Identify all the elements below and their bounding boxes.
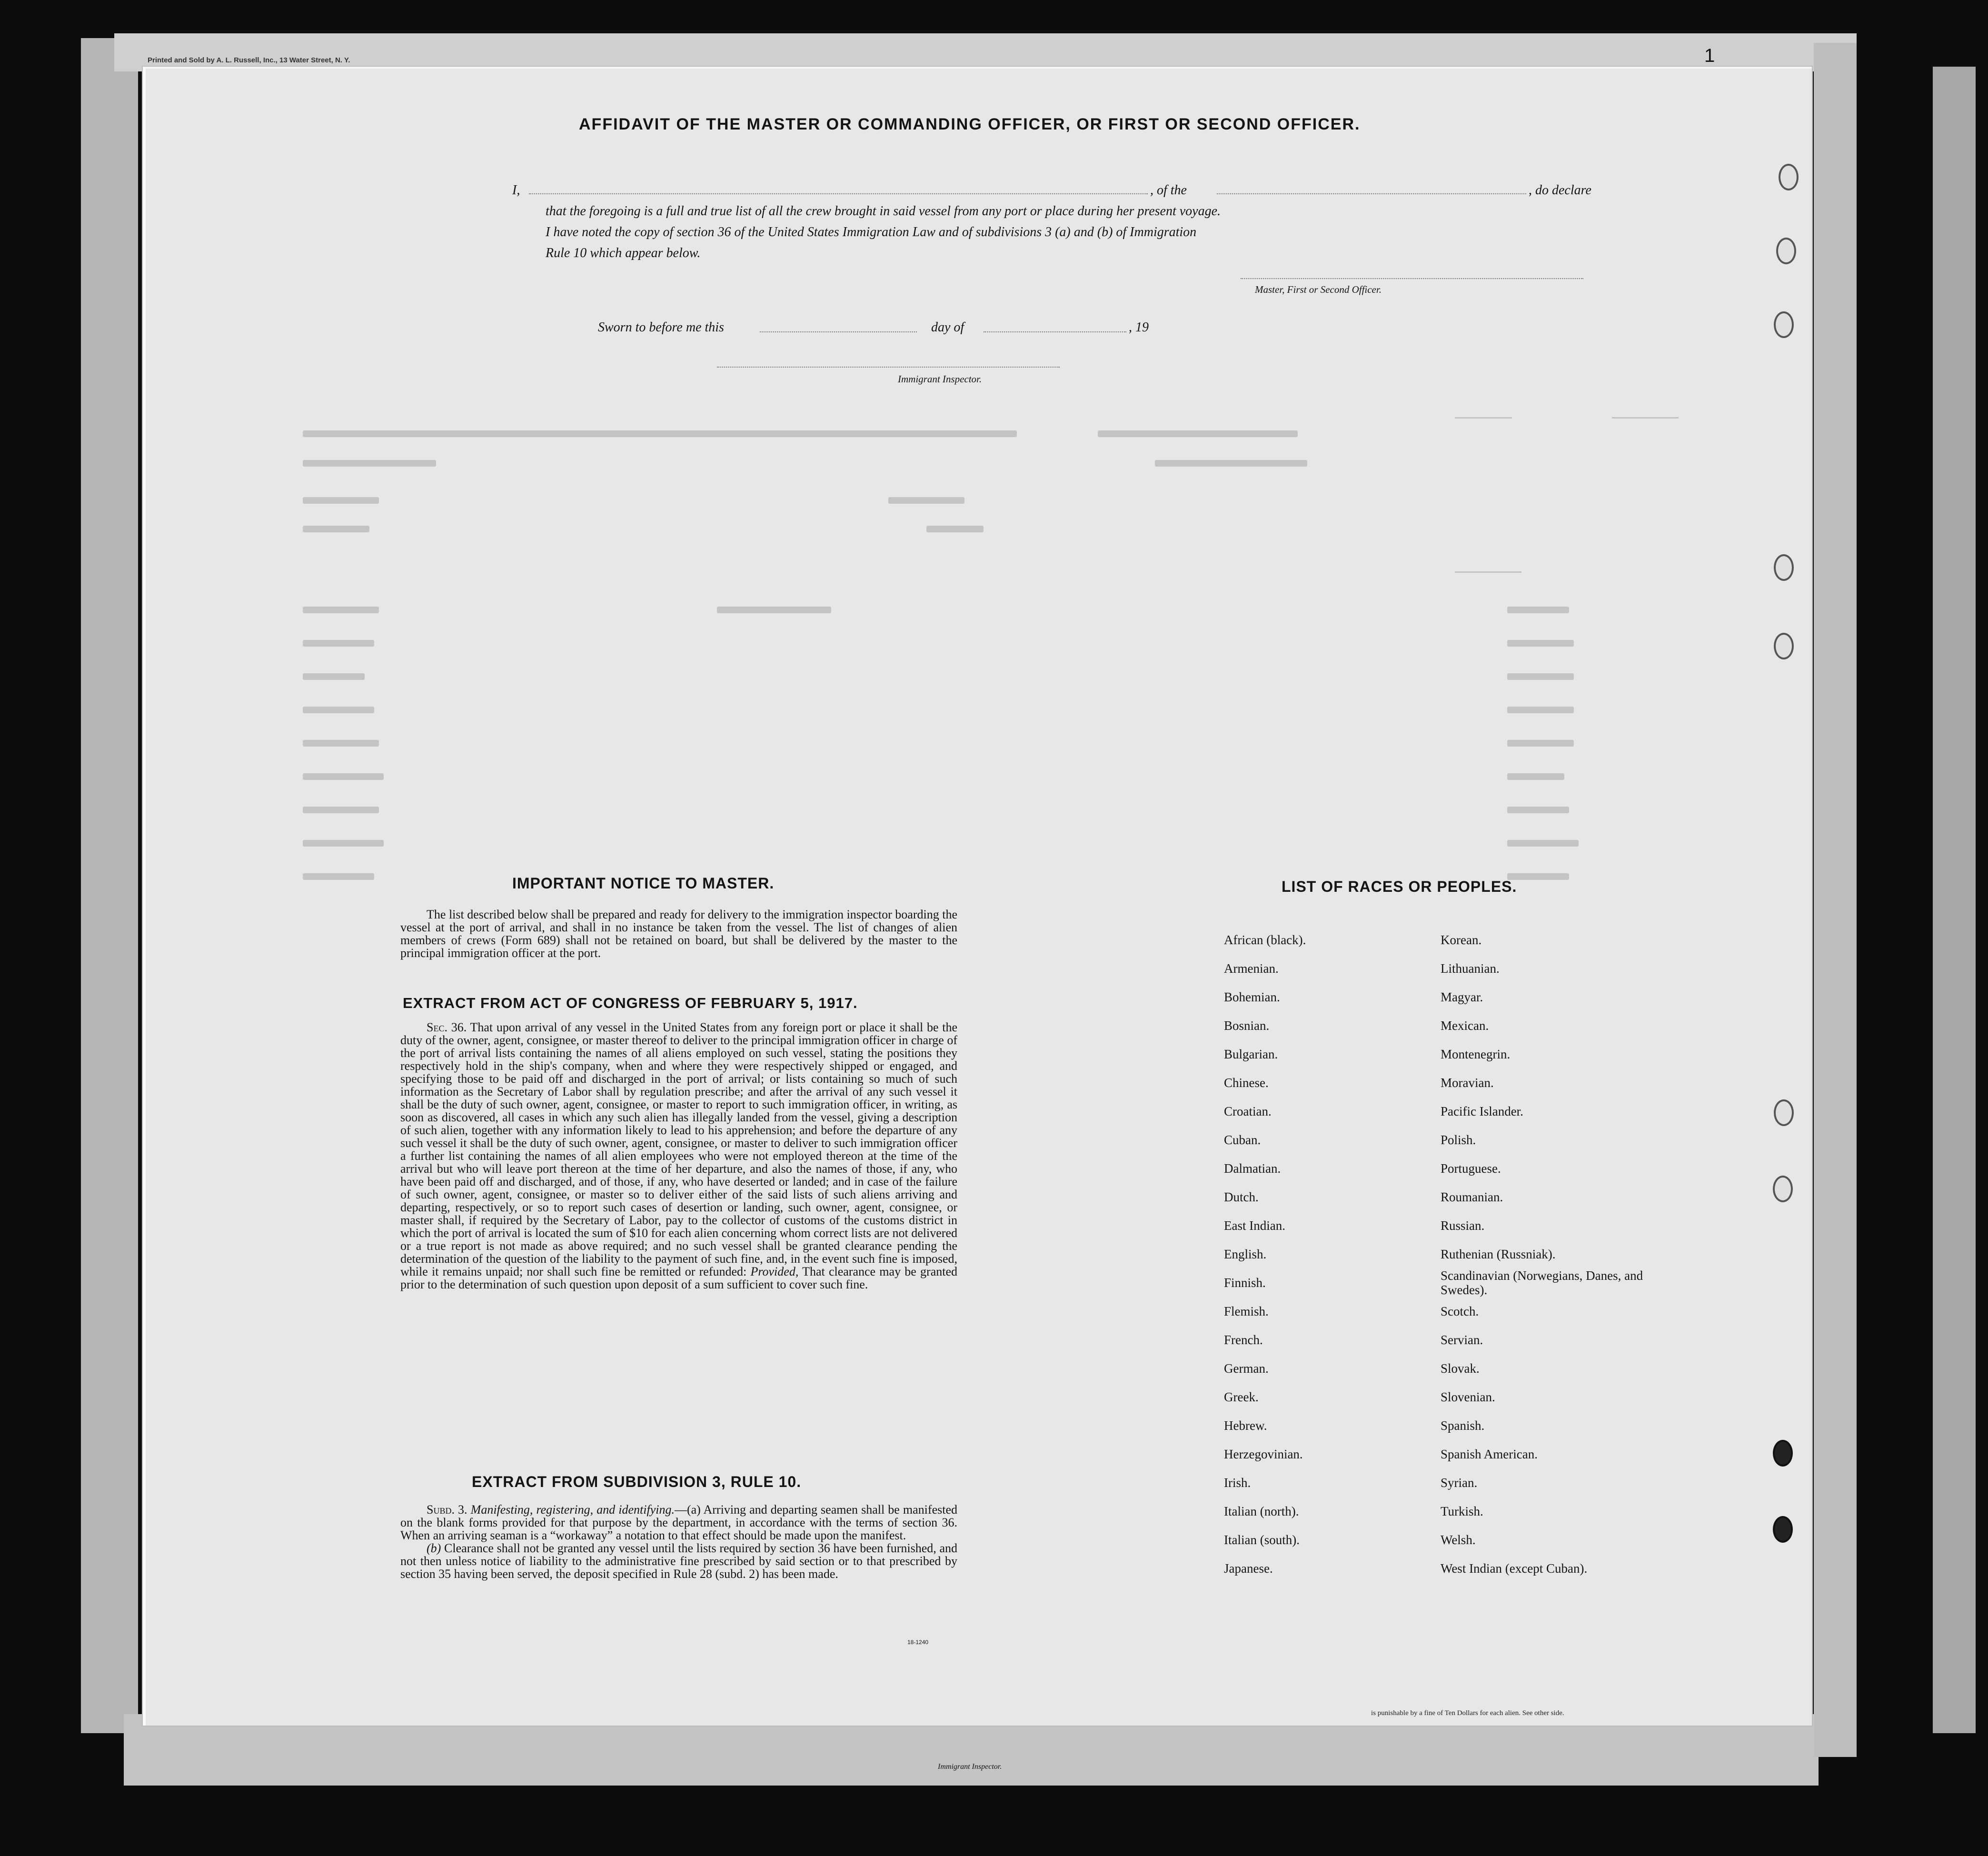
bleed-through-text (303, 526, 369, 532)
race-item: Herzegovinian. (1224, 1447, 1303, 1461)
affidavit-title: AFFIDAVIT OF THE MASTER OR COMMANDING OFFICER, OR FIRST OR SECOND OFFICER. (579, 115, 1361, 133)
act-extract-title: EXTRACT FROM ACT OF CONGRESS OF FEBRUARY 5, 1917. (403, 995, 858, 1011)
bleed-through-text (717, 607, 831, 613)
race-item: Chinese. (1224, 1076, 1269, 1090)
master-signature-caption: Master, First or Second Officer. (1255, 284, 1382, 295)
bleed-through-text (303, 873, 374, 880)
printer-imprint: Printed and Sold by A. L. Russell, Inc., 13 Water Street, N. Y. (148, 56, 350, 64)
bleed-through-rule (1455, 571, 1521, 573)
day-of-label: day of (931, 320, 964, 335)
race-item: Italian (south). (1224, 1533, 1300, 1547)
affidavit-line-4: Rule 10 which appear below. (546, 246, 701, 260)
affidavit-i-label: I, (512, 183, 520, 198)
races-title: LIST OF RACES OR PEOPLES. (1282, 878, 1517, 895)
sworn-day-blank[interactable] (760, 331, 917, 332)
race-item: Croatian. (1224, 1104, 1272, 1118)
affidavit-of-the: , of the (1150, 183, 1187, 198)
bleed-through-text (926, 526, 984, 532)
binder-hole (1774, 554, 1794, 581)
bleed-through-text (303, 707, 374, 713)
subd-para-b: Clearance shall not be granted any vessel until the lists required by section 36 have been furnished, and not then unless notice of liability to the administrative fine prescribed by said section or to that prescribed by section 35 having been served, the deposit specified in Rule 28 (subd. 2) has been made. (400, 1541, 958, 1581)
bleed-through-text (1507, 673, 1574, 680)
race-item: Pacific Islander. (1441, 1104, 1523, 1118)
bleed-through-text (303, 640, 374, 647)
binder-hole (1779, 164, 1799, 190)
bleed-through-text (1507, 840, 1579, 847)
race-item: Servian. (1441, 1333, 1483, 1347)
footer-fine-notice: is punishable by a fine of Ten Dollars for each alien. See other side. (1371, 1709, 1564, 1717)
bleed-through-text (303, 460, 436, 467)
race-item: Finnish. (1224, 1276, 1266, 1290)
race-item: Japanese. (1224, 1561, 1273, 1576)
race-item: Ruthenian (Russniak). (1441, 1247, 1556, 1261)
race-item: Dutch. (1224, 1190, 1259, 1204)
race-item: Korean. (1441, 933, 1482, 947)
subd-label: Subd. 3. (427, 1503, 467, 1517)
bleed-through-text (303, 740, 379, 747)
inspector-signature-line[interactable] (717, 367, 1060, 368)
race-item: Syrian. (1441, 1476, 1478, 1490)
race-item: Bosnian. (1224, 1018, 1270, 1033)
race-item: Mexican. (1441, 1018, 1489, 1033)
binder-hole (1776, 238, 1796, 264)
bleed-through-text (1098, 430, 1298, 437)
bleed-through-text (303, 430, 1017, 437)
binder-hole (1774, 311, 1794, 338)
race-item: Moravian. (1441, 1076, 1494, 1090)
race-item: African (black). (1224, 933, 1306, 947)
provided-label: Provided, (750, 1265, 799, 1278)
section-36-text: That upon arrival of any vessel in the United States from any foreign port or place it shall be the duty of the owner, agent, consignee, or master thereof to deliver to the principal immigration officer in charge of the port of arrival lists containing the names of all aliens employed on such vessel, stating the positions they respectively hold in the ship's company, when and where they were respectively shipped or engaged, and specifying those to be paid off and discharged in the port of arrival; or lists containing so much of such information as the Secretary of Labor shall by regulation prescribe; and after the arrival of any such vessel it shall be the duty of such owner, agent, consignee, or master to report to such immigration officer, in writing, as soon as discovered, all cases in which any such alien has illegally landed from the vessel, giving a description of such alien, together with any information likely to lead to his apprehension; and before the departure of any such vessel it shall be the duty of such owner, agent, consignee, or master to deliver to such immigration officer a further list containing the names of all alien employees who were not employed thereon at the time of the arrival but who will leave port thereon at the time of her departure, and also the names of those, if any, who have been paid off and discharged, and of those, if any, who have deserted or landed; and in case of the failure of such owner, agent, consignee, or master so to deliver either of the said lists of such aliens arriving and departing, respectively, or so to report such cases of desertion or landing, such owner, agent, consignee, or master shall, if required by the Secretary of Labor, pay to the collector of customs of the customs district in which the port of arrival is located the sum of $10 for each alien concerning whom correct lists are not delivered or a true report is not made as above required; and no such vessel shall be granted clearance pending the determination of the question of the liability to the payment of such fine, and, in the event such fine is imposed, while it remains unpaid; nor shall such fine be remitted or refunded: (400, 1020, 958, 1278)
bleed-through-text (303, 840, 384, 847)
subdivision-a (400, 1503, 957, 1542)
race-item: Spanish. (1441, 1418, 1485, 1433)
race-item: Slovak. (1441, 1361, 1480, 1376)
race-item: Cuban. (1224, 1133, 1261, 1147)
right-binding-strip (1933, 67, 1976, 1733)
section-label: Sec. 36. (427, 1020, 467, 1034)
race-item: Montenegrin. (1441, 1047, 1511, 1061)
race-item: Welsh. (1441, 1533, 1476, 1547)
race-item: Roumanian. (1441, 1190, 1503, 1204)
bleed-through-text (1507, 607, 1569, 613)
race-item: Turkish. (1441, 1504, 1483, 1518)
race-item: Bohemian. (1224, 990, 1280, 1004)
race-item: French. (1224, 1333, 1263, 1347)
sworn-month-blank[interactable] (984, 331, 1126, 332)
bleed-through-text (1507, 807, 1569, 813)
inspector-signature-caption: Immigrant Inspector. (898, 373, 982, 385)
underlying-page-left (81, 38, 138, 1733)
master-signature-line[interactable] (1241, 278, 1583, 279)
race-item: German. (1224, 1361, 1269, 1376)
race-item: Hebrew. (1224, 1418, 1267, 1433)
race-item: Flemish. (1224, 1304, 1269, 1318)
race-item: Italian (north). (1224, 1504, 1299, 1518)
race-item: Bulgarian. (1224, 1047, 1278, 1061)
race-item: East Indian. (1224, 1218, 1285, 1233)
notice-title: IMPORTANT NOTICE TO MASTER. (512, 875, 775, 892)
notice-text: The list described below shall be prepared and ready for delivery to the immigration inspector boarding the vessel at the port of arrival, and shall in no instance be taken from the vessel. The list of changes of alien members of crews (Form 689) shall not be retained on board, but shall be delivered by the master to the principal immigration officer at the port. (400, 908, 957, 960)
binder-hole (1773, 1440, 1793, 1467)
bleed-through-rule (1455, 417, 1512, 419)
race-item: Portuguese. (1441, 1161, 1501, 1176)
underlying-page-right (1814, 43, 1857, 1757)
races-right-column (1441, 926, 1645, 1583)
act-extract-text (400, 1021, 957, 1291)
bleed-through-rule (1612, 417, 1679, 419)
race-item: Russian. (1441, 1218, 1485, 1233)
vessel-blank[interactable] (1217, 193, 1526, 194)
bleed-through-text (1507, 740, 1574, 747)
bleed-through-text (1507, 707, 1574, 713)
bleed-through-text (303, 807, 379, 813)
bleed-through-text (1507, 640, 1574, 647)
bleed-through-text (1507, 773, 1564, 780)
race-item: Scandinavian (Norwegians, Danes, and Swedes). (1441, 1268, 1643, 1297)
bleed-through-text (303, 773, 384, 780)
race-item: Irish. (1224, 1476, 1251, 1490)
binder-hole (1773, 1516, 1793, 1543)
rule-extract-title: EXTRACT FROM SUBDIVISION 3, RULE 10. (472, 1473, 802, 1490)
bleed-through-text (888, 497, 964, 504)
subd-b-label: (b) (427, 1541, 441, 1555)
affidavit-line-3: I have noted the copy of section 36 of the United States Immigration Law and of subdivisions 3 (a) and (b) of Immigration (546, 225, 1197, 239)
binder-hole (1774, 633, 1794, 659)
binder-hole (1774, 1099, 1794, 1126)
subd-para-a: —(a) Arriving and departing seamen shall be manifested on the blank forms provided for that purpose by the department, in accordance with the terms of section 36. When an arriving seaman is a “workaway” a notation to that effect should be made upon the manifest. (400, 1503, 957, 1542)
race-item: Armenian. (1224, 961, 1279, 976)
race-item: Spanish American. (1441, 1447, 1538, 1461)
race-item: Greek. (1224, 1390, 1259, 1404)
bottom-inspector-caption: Immigrant Inspector. (938, 1763, 1002, 1771)
name-blank[interactable] (529, 193, 1148, 194)
subdivision-b (400, 1542, 957, 1580)
section-36-text-end: That clearance may be granted prior to the determination of such question upon deposit of a sum sufficient to cover such fine. (400, 1265, 958, 1291)
race-item: Dalmatian. (1224, 1161, 1281, 1176)
affidavit-sheet (143, 67, 1812, 1726)
subd-heading: Manifesting, registering, and identifying. (470, 1503, 675, 1517)
race-item: English. (1224, 1247, 1267, 1261)
rule-extract-text (400, 1503, 957, 1580)
race-item: West Indian (except Cuban). (1441, 1561, 1588, 1576)
bleed-through-text (1155, 460, 1307, 467)
form-code: 18-1240 (907, 1639, 929, 1646)
bleed-through-text (303, 607, 379, 613)
binder-hole (1773, 1176, 1793, 1202)
race-item: Slovenian. (1441, 1390, 1495, 1404)
bleed-through-text (303, 673, 365, 680)
race-item: Magyar. (1441, 990, 1483, 1004)
sworn-label: Sworn to before me this (598, 320, 724, 335)
affidavit-do-declare: , do declare (1529, 183, 1591, 198)
affidavit-line-2: that the foregoing is a full and true list of all the crew brought in said vessel from any port or place during her present voyage. (546, 204, 1221, 219)
underlying-page-top (114, 33, 1857, 71)
bleed-through-text (303, 497, 379, 504)
races-left-column (1224, 926, 1306, 1583)
race-item: Polish. (1441, 1133, 1476, 1147)
page-mark: 1 (1704, 45, 1715, 66)
year-label: , 19 (1129, 320, 1149, 335)
race-item: Scotch. (1441, 1304, 1479, 1318)
race-item: Lithuanian. (1441, 961, 1500, 976)
